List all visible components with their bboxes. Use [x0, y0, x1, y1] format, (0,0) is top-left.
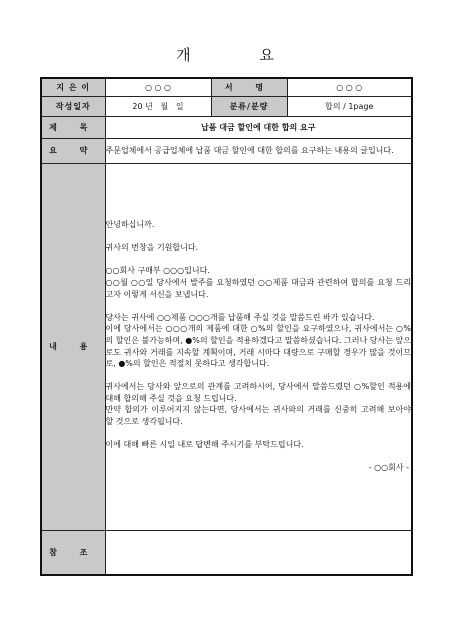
subject-value: 납품 대금 할인에 대한 합의 요구	[105, 116, 412, 138]
company-sign: - ○○회사 -	[368, 463, 409, 473]
date-value: 20 년 월 일	[105, 96, 211, 116]
date-label: 작성일자	[41, 96, 105, 116]
category-label: 분류/분량	[211, 96, 287, 116]
signature-label: 서 명	[211, 78, 287, 96]
content-paragraph-1: 안녕하십니까.	[105, 219, 155, 229]
content-paragraph-3: ○○회사 구매부 ○○○입니다. ○○월 ○○일 당사에서 발주를 요청하였던 ○○제품 대금과 관련하여 합의를 요청 드리고자 이렇게 서신을 보냅니다.	[105, 266, 411, 299]
signature-value: ○ ○ ○	[287, 78, 412, 96]
content-label: 내 용	[41, 163, 105, 530]
content-paragraph-5: 귀사에서는 당사와 앞으로의 관계를 고려하시어, 당사에서 말씀드렸던 ○%할인 적용에 대해 합의해 주실 것을 요청 드립니다. 만약 합의가 이루어지지 않는다면, 당사에서는 귀사와의 거래를 신중히 고려해 보아야 할 것으로 생각됩니다.	[105, 382, 411, 427]
author-label: 지 은 이	[41, 78, 105, 96]
overview-form	[40, 77, 413, 576]
document-title: 개 요	[176, 46, 306, 64]
content-row	[41, 163, 412, 530]
reference-row	[41, 530, 412, 575]
summary-value: 주문업체에서 공급업체에 납품 대금 할인에 대한 합의를 요구하는 내용의 글입니다.	[105, 138, 412, 163]
content-paragraph-2: 귀사의 번창을 기원합니다.	[105, 243, 199, 253]
summary-label: 요 약	[41, 138, 105, 163]
reference-value	[105, 530, 412, 575]
author-row	[41, 78, 412, 96]
date-row	[41, 96, 412, 116]
subject-row	[41, 116, 412, 138]
summary-row	[41, 138, 412, 163]
reference-label: 참 조	[41, 530, 105, 575]
content-paragraph-6: 이에 대해 빠른 시일 내로 답변해 주시기를 부탁드립니다.	[105, 440, 304, 450]
content-body	[105, 163, 412, 530]
subject-label: 제 목	[41, 116, 105, 138]
category-value: 합의 / 1page	[287, 96, 412, 116]
content-paragraph-4: 당사는 귀사에 ○○제품 ○○○개를 납품해 주실 것을 말씀드린 바가 있습니다. 이에 당사에서는 ○○○개의 제품에 대한 ○%의 할인을 요구하였으나, 귀사에서는 ○%의 할인은 불가능하며, ●%의 할인을 적용하겠다고 말씀하셨습니다. 그러나 당사는 앞으로도 귀사와 거래를 지속할 계획이며, 거래 시마다 대량으로 구매할 경우가 많을 것이므로, ●%의 할인은 적절치 못하다고 생각합니다.	[105, 312, 411, 369]
author-value: ○ ○ ○	[105, 78, 211, 96]
